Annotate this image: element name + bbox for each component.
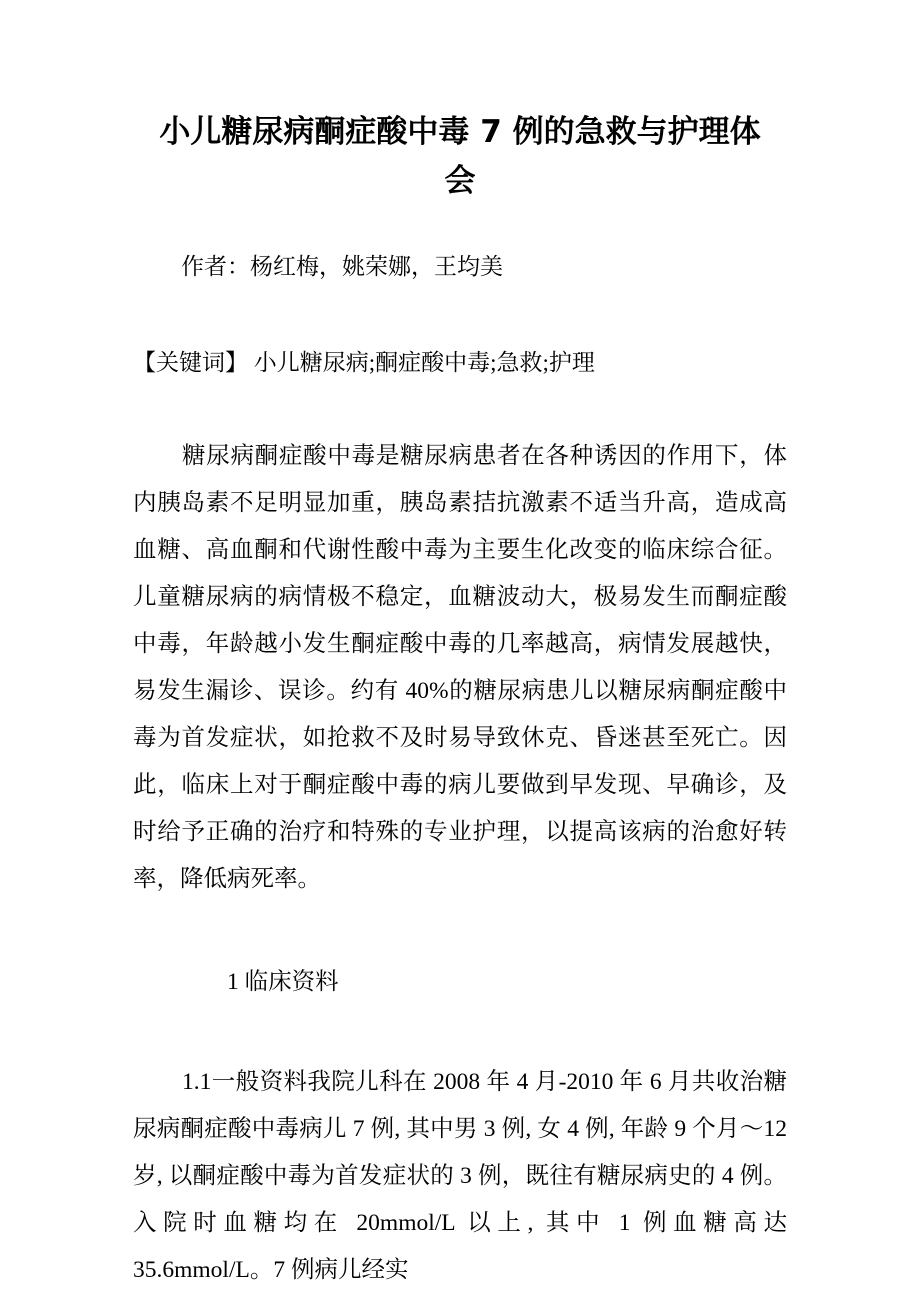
page-title	[133, 0, 787, 206]
paragraph-introduction: 糖尿病酮症酸中毒是糖尿病患者在各种诱因的作用下，体内胰岛素不足明显加重，胰岛素拮抗激素不适当升高，造成高血糖、高血酮和代谢性酸中毒为主要生化改变的临床综合征。儿童糖尿病的病情极不稳定，血糖波动大，极易发生而酮症酸中毒，年龄越小发生酮症酸中毒的几率越高，病情发展越快，易发生漏诊、误诊。约有 40%的糖尿病患儿以糖尿病酮症酸中毒为首发症状，如抢救不及时易导致休克、昏迷甚至死亡。因此，临床上对于酮症酸中毒的病儿要做到早发现、早确诊，及时给予正确的治疗和特殊的专业护理，以提高该病的治愈好转率，降低病死率。	[133, 443, 787, 892]
section-heading-clinical-data: 1 临床资料	[227, 969, 339, 995]
paragraph-general-data: 1.1一般资料我院儿科在 2008 年 4 月-2010 年 6 月共收治糖尿病酮症酸中毒病儿 7 例, 其中男 3 例, 女 4 例, 年龄 9 个月～12 岁, 以酮症酸中毒为首发症状的 3 例，既往有糖尿病史的 4 例。入院时血糖均在 20mmol/L 以上, 其中 1 例血糖高达 35.6mmol/L。7 例病儿经实	[133, 1069, 787, 1283]
document-text-block	[133, 0, 787, 1294]
keywords-line: 【关键词】 小儿糖尿病;酮症酸中毒;急救;护理	[133, 350, 595, 375]
author-line: 作者：杨红梅，姚荣娜，王均美	[181, 254, 503, 279]
page-title-line-2: 会	[444, 163, 476, 199]
page-title-line-1: 小儿糖尿病酮症酸中毒 7 例的急救与护理体	[159, 114, 761, 150]
